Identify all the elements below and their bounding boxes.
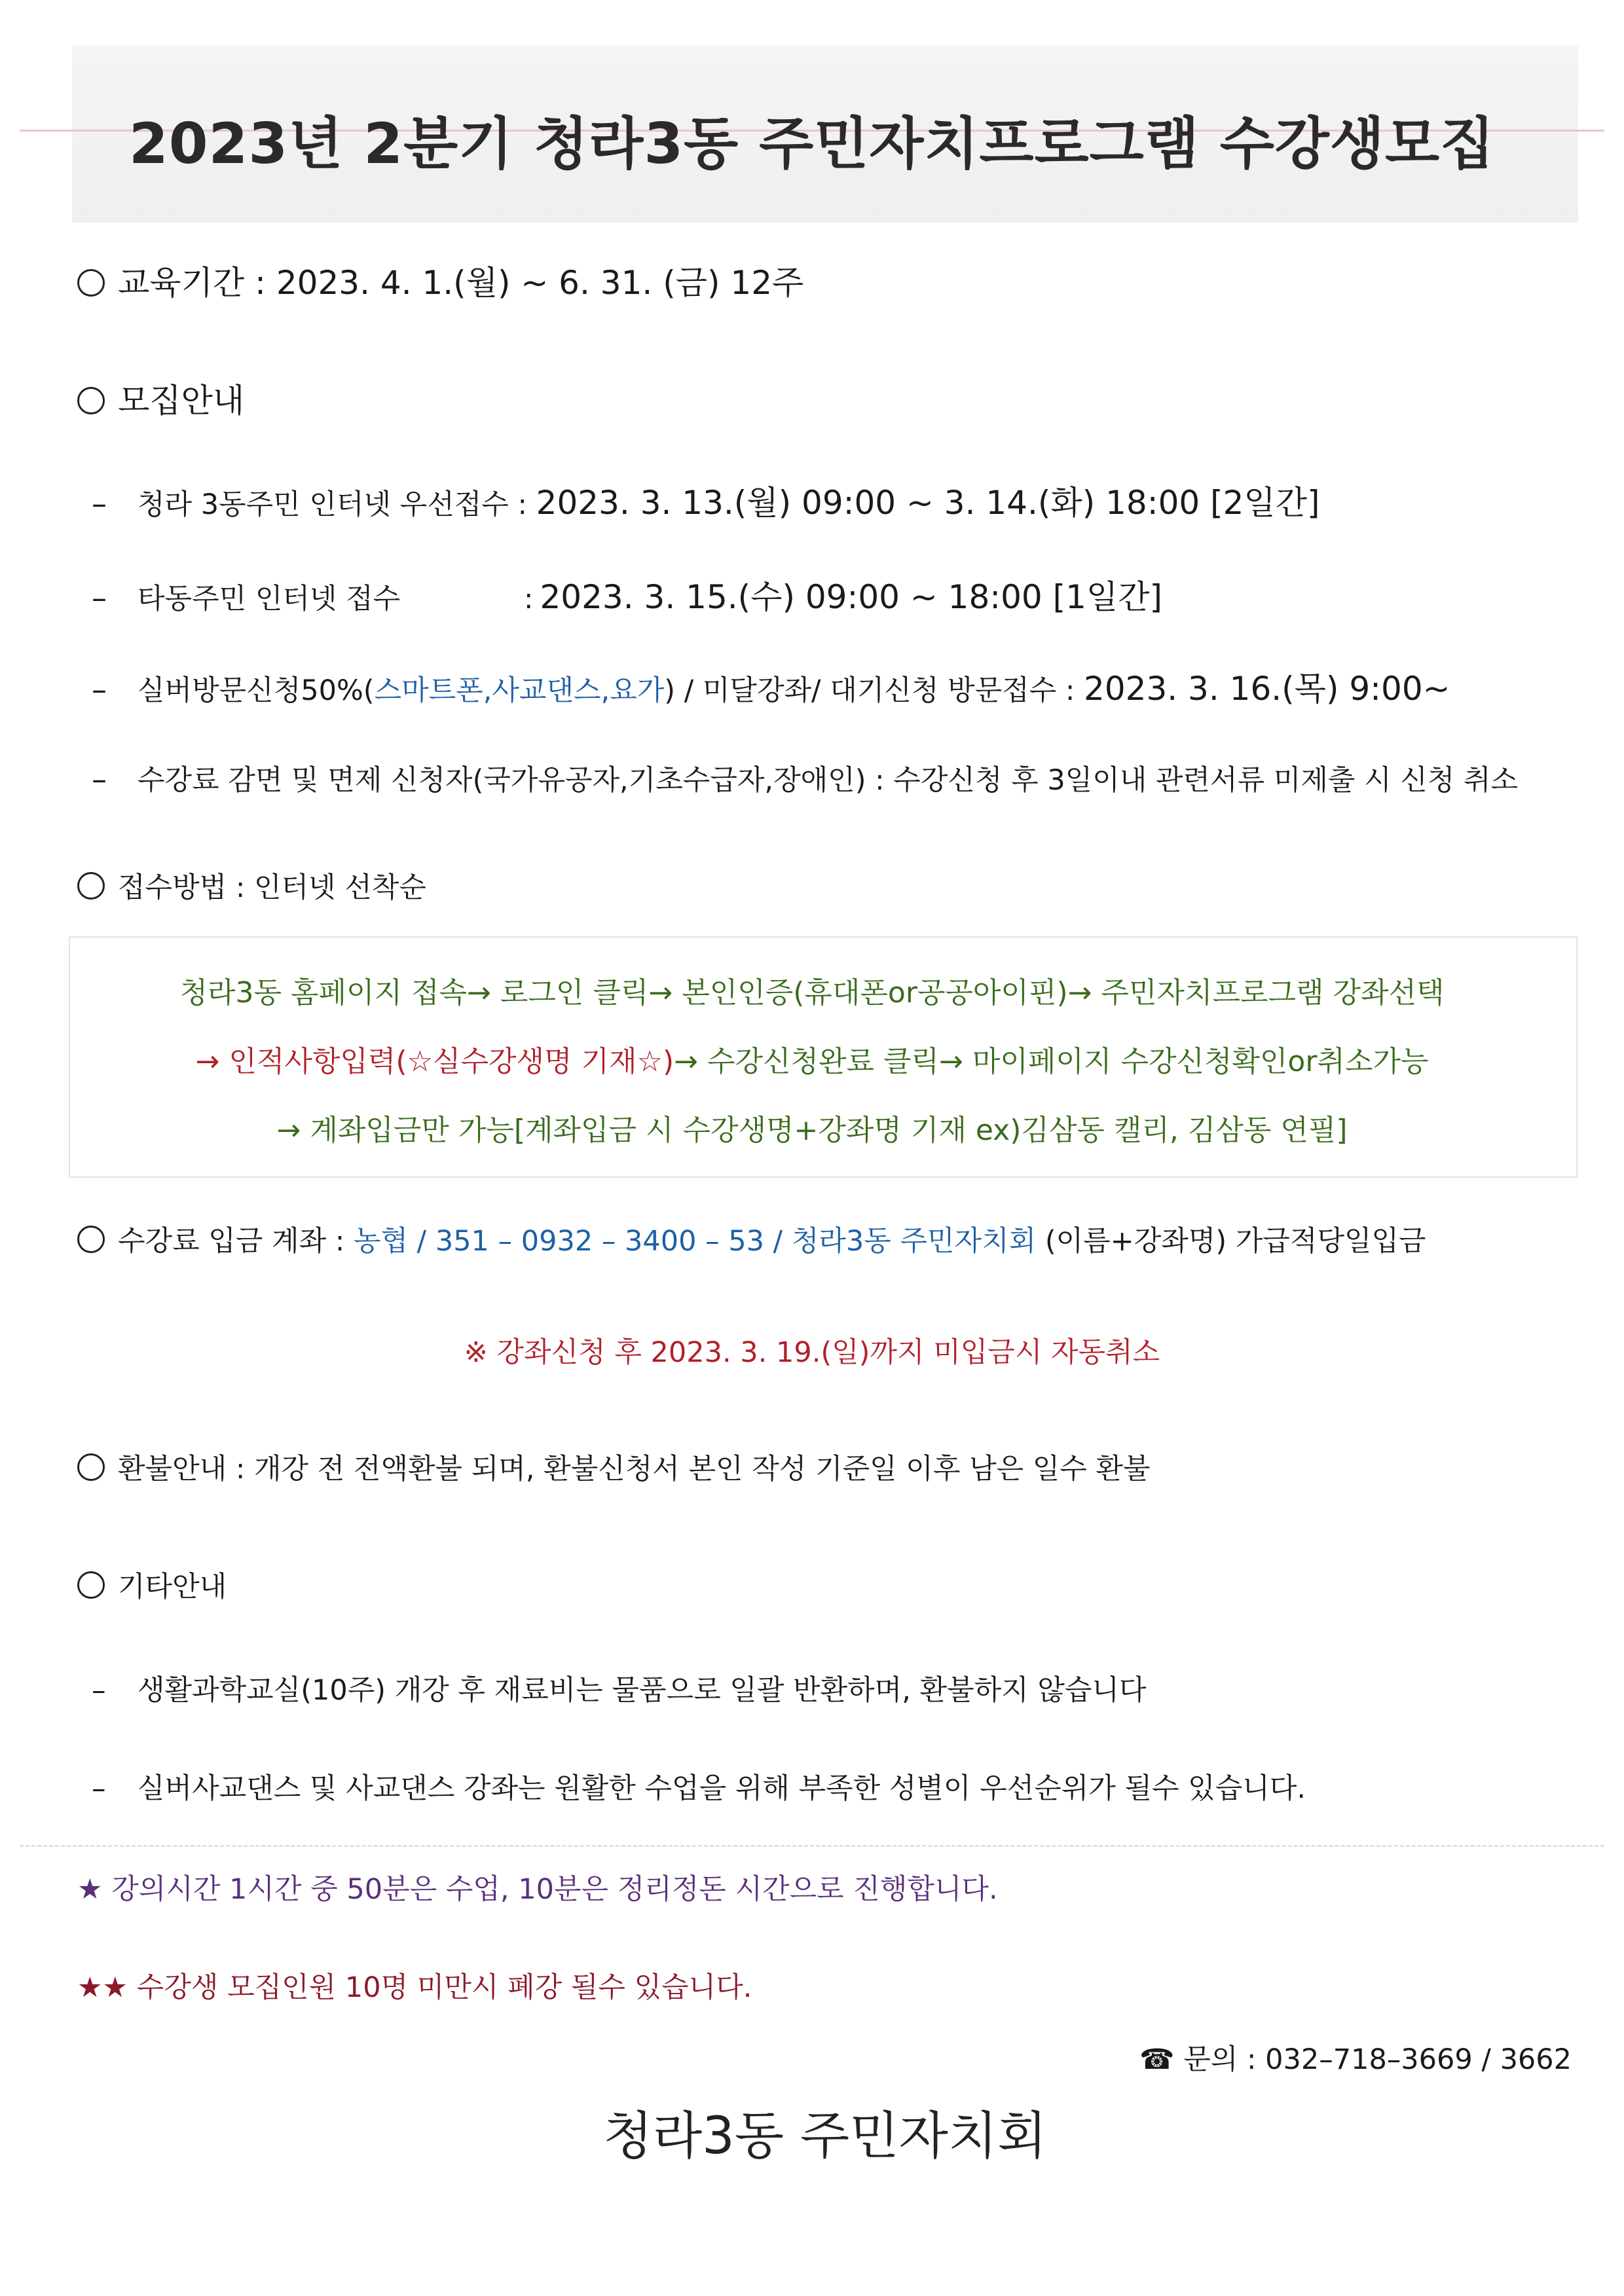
recruit-heading-line [77,374,244,422]
circle-bullet-icon [77,1571,105,1599]
recruit-heading: 모집안내 [118,382,245,420]
page-title: 2023년 2분기 청라3동 주민자치프로그램 수강생모집 [128,111,1496,177]
etc-item-text: 실버사교댄스 및 사교댄스 강좌는 원활한 수업을 위해 부족한 성별이 우선순위가 될수 있습니다. [138,1772,1306,1805]
circle-bullet-icon [77,387,105,414]
etc-item-text: 생활과학교실(10주) 개강 후 재료비는 물품으로 일괄 반환하며, 환불하지 않습니다 [138,1674,1147,1707]
section-divider [20,1845,1604,1847]
circle-bullet-icon [77,1453,105,1481]
recruit-item-label-post: ) / 미달강좌/ 대기신청 방문접수 : [664,674,1084,707]
recruit-item-value: 2023. 3. 13.(월) 09:00 ~ 3. 14.(화) 18:00 [2일간] [536,484,1320,522]
account-line [77,1219,1426,1259]
star-icon: ★★ [77,1971,128,2004]
recruit-item-label: 타동주민 인터넷 접수 [138,583,401,615]
method-step: 청라3동 홈페이지 접속→ 로그인 클릭→ 본인인증(휴대폰or공공아이핀)→ 주민자치프로그램 강좌선택 [179,976,1445,1010]
circle-bullet-icon [77,269,105,297]
recruit-item-local: – 청라 3동주민 인터넷 우선접수 : 2023. 3. 13.(월) 09:00 ~ 3. 14.(화) 18:00 [2일간] [92,484,1320,522]
method-step: → 인적사항입력(☆실수강생명 기재☆) [195,1045,674,1078]
contact-text: ☎ 문의 : 032–718–3669 / 3662 [1139,2043,1572,2076]
star-icon: ★ [77,1873,103,1906]
recruit-item-label-pre: 실버방문신청50%( [138,674,375,707]
recruit-item-value: 2023. 3. 16.(목) 9:00~ [1084,670,1450,708]
method-heading: 접수방법 : 인터넷 선착순 [118,871,426,904]
etc-heading-line [77,1565,227,1605]
recruit-item-label-blue: 스마트폰,사교댄스,요가 [374,674,665,707]
note-text: 강의시간 1시간 중 50분은 수업, 10분은 정리정돈 시간으로 진행합니다. [102,1873,998,1906]
recruit-item-value: 2023. 3. 15.(수) 09:00 ~ 18:00 [1일간] [540,578,1163,616]
contact-line [1139,2037,1572,2077]
period-line [77,257,803,304]
etc-item: – 실버사교댄스 및 사교댄스 강좌는 원활한 수업을 위해 부족한 성별이 우선순위가 될수 있습니다. [92,1772,1306,1805]
method-step: → 계좌입금만 가능[계좌입금 시 수강생명+강좌명 기재 ex)김삼동 캘리, 김삼동 연필] [276,1114,1348,1147]
account-label: 수강료 입금 계좌 : [118,1225,354,1258]
note-line [77,1867,998,1907]
circle-bullet-icon [77,872,105,900]
footer-organization: 청라3동 주민자치회 [603,2107,1047,2166]
etc-item: – 생활과학교실(10주) 개강 후 재료비는 물품으로 일괄 반환하며, 환불하지 않습니다 [92,1674,1147,1707]
circle-bullet-icon [77,1226,105,1253]
recruit-item-other: – 타동주민 인터넷 접수 : 2023. 3. 15.(수) 09:00 ~ 18:00 [1일간] [92,578,1163,616]
note-text: 수강생 모집인원 10명 미만시 폐강 될수 있습니다. [128,1971,752,2004]
recruit-item-silver: – 실버방문신청50%(스마트폰,사교댄스,요가) / 미달강좌/ 대기신청 방문접수 : 2023. 3. 16.(목) 9:00~ [92,670,1450,708]
method-heading-line [77,866,426,905]
etc-heading: 기타안내 [118,1571,227,1603]
note-line [77,1965,752,2005]
refund-line [77,1447,1151,1487]
period-value: : 2023. 4. 1.(월) ~ 6. 31. (금) 12주 [255,264,804,302]
recruit-item-colon: : [524,583,534,615]
method-step: → 수강신청완료 클릭→ 마이페이지 수강신청확인or취소가능 [674,1045,1429,1078]
refund-text: 환불안내 : 개강 전 전액환불 되며, 환불신청서 본인 작성 기준일 이후 남은 일수 환불 [118,1453,1151,1485]
recruit-item-label: 수강료 감면 및 면제 신청자(국가유공자,기초수급자,장애인) : 수강신청 후 3일이내 관련서류 미제출 시 신청 취소 [138,764,1519,797]
cancel-notice: ※ 강좌신청 후 2023. 3. 19.(일)까지 미입금시 자동취소 [464,1336,1160,1369]
method-step-row [0,1038,1624,1080]
period-label: 교육기간 [118,264,245,302]
account-note: (이름+강좌명) 가급적당일입금 [1036,1225,1426,1258]
recruit-item-discount: – 수강료 감면 및 면제 신청자(국가유공자,기초수급자,장애인) : 수강신청 후 3일이내 관련서류 미제출 시 신청 취소 [92,761,1519,797]
account-number: 농협 / 351 – 0932 – 3400 – 53 / 청라3동 주민자치회 [353,1225,1037,1258]
recruit-item-label: 청라 3동주민 인터넷 우선접수 : [138,488,536,521]
